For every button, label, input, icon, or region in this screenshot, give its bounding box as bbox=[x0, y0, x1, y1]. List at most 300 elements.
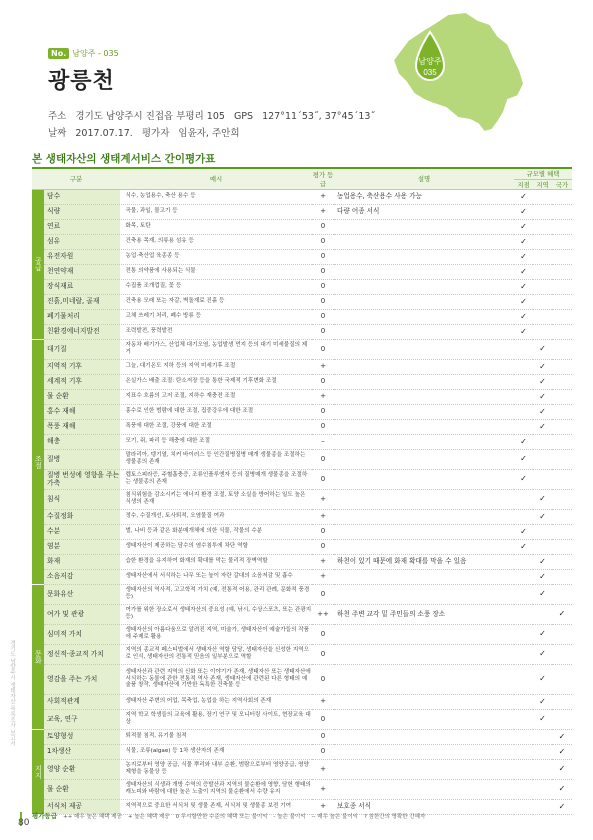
national-check bbox=[552, 419, 572, 434]
table-row bbox=[32, 624, 572, 644]
address-label: 주소 bbox=[48, 111, 67, 122]
example-cell: 화목, 토탄 bbox=[120, 219, 312, 234]
desc-cell bbox=[334, 264, 514, 279]
local-check bbox=[514, 779, 533, 799]
national-check bbox=[552, 489, 572, 509]
example-cell: 식물, 조류(algae) 등 1차 생산자의 존재 bbox=[120, 744, 312, 759]
example-cell: 침식위험을 감소시키는 에너지 환경 조절, 토양 소실을 방어하는 일도 높은 식생의 존재 bbox=[120, 489, 312, 509]
desc-cell: 다량 어종 서식 bbox=[334, 204, 514, 219]
local-check bbox=[514, 604, 533, 624]
national-check bbox=[552, 219, 572, 234]
desc-cell: 하천이 있기 때문에 화재 확대를 막을 수 있음 bbox=[334, 554, 514, 569]
grade-cell: 0 bbox=[312, 729, 334, 744]
grade-cell: 0 bbox=[312, 249, 334, 264]
example-cell: 식수, 농업용수, 축산 용수 등 bbox=[120, 189, 312, 204]
site-badge bbox=[48, 46, 119, 60]
regional-check bbox=[533, 324, 552, 339]
service-cell: 수분 bbox=[44, 524, 120, 539]
local-check: ✓ bbox=[514, 249, 533, 264]
regional-check bbox=[533, 524, 552, 539]
grade-cell: 0 bbox=[312, 219, 334, 234]
local-check bbox=[514, 744, 533, 759]
service-cell: 홍수 재해 bbox=[44, 404, 120, 419]
desc-cell bbox=[334, 249, 514, 264]
grade-cell: 0 bbox=[312, 294, 334, 309]
example-cell: 습한 환경을 유지하여 화재의 확대를 막는 물리적 장벽역할 bbox=[120, 554, 312, 569]
regional-check: ✓ bbox=[533, 664, 552, 694]
national-check bbox=[552, 664, 572, 694]
legend-item: - 높은 불이익 bbox=[273, 813, 306, 820]
table-row bbox=[32, 489, 572, 509]
table-row bbox=[32, 419, 572, 434]
local-check bbox=[514, 709, 533, 729]
service-cell: 식량 bbox=[44, 204, 120, 219]
national-check: ✓ bbox=[552, 759, 572, 779]
date-value: 2017.07.17. bbox=[75, 128, 133, 139]
table-row bbox=[32, 264, 572, 279]
grade-cell: + bbox=[312, 509, 334, 524]
regional-check: ✓ bbox=[533, 644, 552, 664]
example-cell: 농업·축산업 육종종 등 bbox=[120, 249, 312, 264]
local-check bbox=[514, 584, 533, 604]
regional-check: ✓ bbox=[533, 374, 552, 389]
table-row bbox=[32, 434, 572, 449]
regional-check bbox=[533, 219, 552, 234]
desc-cell bbox=[334, 709, 514, 729]
desc-cell bbox=[334, 524, 514, 539]
table-row bbox=[32, 449, 572, 469]
grade-cell: + bbox=[312, 554, 334, 569]
grade-cell: + bbox=[312, 779, 334, 799]
example-cell: 그늘, 대기온도 지하 등의 지역 미세기후 조절 bbox=[120, 359, 312, 374]
grade-cell: + bbox=[312, 799, 334, 814]
local-check bbox=[514, 359, 533, 374]
grade-cell: 0 bbox=[312, 264, 334, 279]
national-check bbox=[552, 389, 572, 404]
desc-cell bbox=[334, 294, 514, 309]
grade-cell: 0 bbox=[312, 584, 334, 604]
desc-cell bbox=[334, 404, 514, 419]
national-check bbox=[552, 339, 572, 359]
service-cell: 물 순환 bbox=[44, 779, 120, 799]
service-cell: 문화유산 bbox=[44, 584, 120, 604]
grade-cell: + bbox=[312, 359, 334, 374]
ecosystem-service-table bbox=[32, 169, 572, 815]
example-cell: 수집품 조개껍질, 꽃 등 bbox=[120, 279, 312, 294]
service-cell: 폐기물처리 bbox=[44, 309, 120, 324]
grade-cell: + bbox=[312, 489, 334, 509]
desc-cell: 보호종 서식 bbox=[334, 799, 514, 814]
national-check bbox=[552, 584, 572, 604]
regional-check bbox=[533, 294, 552, 309]
service-cell: 염분 bbox=[44, 539, 120, 554]
regional-check bbox=[533, 729, 552, 744]
national-check: ✓ bbox=[552, 744, 572, 759]
service-cell: 영양 순환 bbox=[44, 759, 120, 779]
table-row bbox=[32, 279, 572, 294]
map-label-2: 035 bbox=[423, 68, 437, 77]
service-cell: 침식 bbox=[44, 489, 120, 509]
desc-cell bbox=[334, 759, 514, 779]
service-cell: 천연약재 bbox=[44, 264, 120, 279]
desc-cell bbox=[334, 694, 514, 709]
local-check bbox=[514, 419, 533, 434]
table-row bbox=[32, 324, 572, 339]
grade-cell: 0 bbox=[312, 709, 334, 729]
local-check: ✓ bbox=[514, 219, 533, 234]
service-cell: 폭풍 재해 bbox=[44, 419, 120, 434]
local-check: ✓ bbox=[514, 264, 533, 279]
grade-cell: + bbox=[312, 694, 334, 709]
desc-cell bbox=[334, 584, 514, 604]
local-check bbox=[514, 339, 533, 359]
example-cell: 생태자산 주변의 어업, 목축업, 농업을 하는 지역사회의 존재 bbox=[120, 694, 312, 709]
table-row bbox=[32, 249, 572, 264]
example-cell: 조력발전, 풍력발전 bbox=[120, 324, 312, 339]
service-cell: 연료 bbox=[44, 219, 120, 234]
table-row bbox=[32, 374, 572, 389]
example-cell: 지역의 종교적 페스티벌에서 생태자산 역할 담당, 생태자산을 신성한 지역으로 인식, 생태자산의 전통적 믿음의 일부분으로 역할 bbox=[120, 644, 312, 664]
national-check bbox=[552, 189, 572, 204]
example-cell: 지표수 흐름의 고저 조절, 지하수 재충전 조절 bbox=[120, 389, 312, 404]
desc-cell bbox=[334, 389, 514, 404]
local-check bbox=[514, 404, 533, 419]
national-check: ✓ bbox=[552, 604, 572, 624]
national-check bbox=[552, 509, 572, 524]
region-shape bbox=[393, 12, 524, 132]
regional-check bbox=[533, 434, 552, 449]
regional-check bbox=[533, 309, 552, 324]
table-row bbox=[32, 664, 572, 694]
grade-cell: + bbox=[312, 189, 334, 204]
gps-label: GPS bbox=[233, 111, 254, 122]
side-running-text: 경기도 남양주시 생태자산 목록조사 보고서 bbox=[9, 640, 15, 746]
regional-check bbox=[533, 744, 552, 759]
badge-no: No. bbox=[48, 48, 69, 59]
national-check bbox=[552, 709, 572, 729]
table-row bbox=[32, 234, 572, 249]
local-check: ✓ bbox=[514, 449, 533, 469]
example-cell: 퇴적물 침적, 유기물 침적 bbox=[120, 729, 312, 744]
legend-label: 평가등급 bbox=[32, 812, 58, 820]
national-check bbox=[552, 264, 572, 279]
date-line bbox=[48, 125, 246, 139]
regional-check bbox=[533, 539, 552, 554]
desc-cell bbox=[334, 469, 514, 489]
local-check bbox=[514, 664, 533, 694]
grade-cell: – bbox=[312, 434, 334, 449]
service-cell: 대기질 bbox=[44, 339, 120, 359]
desc-cell bbox=[334, 624, 514, 644]
header-scale: 규모별 혜택 bbox=[514, 169, 572, 179]
national-check bbox=[552, 434, 572, 449]
national-check bbox=[552, 204, 572, 219]
national-check: ✓ bbox=[552, 799, 572, 814]
regional-check: ✓ bbox=[533, 339, 552, 359]
national-check bbox=[552, 324, 572, 339]
legend-item: ? 침한간의 명확한 간혜자 bbox=[363, 813, 426, 820]
grade-cell: + bbox=[312, 389, 334, 404]
legend-item: + 높은 혜택 제공 bbox=[127, 813, 170, 820]
example-cell: 모기, 쥐, 파리 등 해충에 대한 조절 bbox=[120, 434, 312, 449]
local-check bbox=[514, 759, 533, 779]
table-row bbox=[32, 539, 572, 554]
grade-cell: 0 bbox=[312, 624, 334, 644]
local-check bbox=[514, 374, 533, 389]
header-category: 구분 bbox=[32, 169, 120, 189]
service-cell: 정신적·종교적 가치 bbox=[44, 644, 120, 664]
regional-check bbox=[533, 204, 552, 219]
local-check bbox=[514, 554, 533, 569]
legend-item: 0 무시할만한 수준의 혜택 또는 불이익 bbox=[175, 813, 268, 820]
regional-check: ✓ bbox=[533, 419, 552, 434]
example-cell: 여가를 위한 장소로서 생태자산의 중요성 (예, 낚시, 수상스포츠, 또는 관광지 등) bbox=[120, 604, 312, 624]
table-row bbox=[32, 189, 572, 204]
example-cell: 폭풍에 대한 조절, 강풍에 대한 조절 bbox=[120, 419, 312, 434]
local-check: ✓ bbox=[514, 204, 533, 219]
national-check bbox=[552, 359, 572, 374]
service-cell: 토양형성 bbox=[44, 729, 120, 744]
grade-cell: 0 bbox=[312, 324, 334, 339]
service-cell: 소음저감 bbox=[44, 569, 120, 584]
regional-check bbox=[533, 449, 552, 469]
local-check bbox=[514, 729, 533, 744]
example-cell: 벌, 나비 등과 같은 화분매개체에 의한 식물, 작물의 수분 bbox=[120, 524, 312, 539]
service-cell: 교육, 연구 bbox=[44, 709, 120, 729]
national-check: ✓ bbox=[552, 729, 572, 744]
local-check bbox=[514, 569, 533, 584]
regional-check bbox=[533, 279, 552, 294]
table-row bbox=[32, 569, 572, 584]
table-row bbox=[32, 779, 572, 799]
category-supporting: 지지 bbox=[32, 729, 44, 814]
service-cell: 심미적 가치 bbox=[44, 624, 120, 644]
local-check: ✓ bbox=[514, 524, 533, 539]
national-check bbox=[552, 309, 572, 324]
example-cell: 렙토스피라증, 주혈흡충증, 조류인플루엔자 등의 질병매개 생물종을 조절하는 생물종의 존재 bbox=[120, 469, 312, 489]
service-cell: 장식재료 bbox=[44, 279, 120, 294]
desc-cell bbox=[334, 779, 514, 799]
table-row bbox=[32, 469, 572, 489]
grade-cell: 0 bbox=[312, 644, 334, 664]
example-cell: 생태자산에서 서식하는 나무 또는 높이 자란 갈대의 소음저감 및 흡수 bbox=[120, 569, 312, 584]
table-row bbox=[32, 339, 572, 359]
table-row bbox=[32, 709, 572, 729]
service-cell: 질병 번성에 영향을 주는 가축 bbox=[44, 469, 120, 489]
table-header-row-1 bbox=[32, 169, 572, 179]
page-title: 광릉천 bbox=[48, 69, 115, 94]
category-provisioning: 공급 bbox=[32, 189, 44, 339]
national-check bbox=[552, 644, 572, 664]
example-cell: 생태자산의 아름다움으로 알려진 지역, 미술가, 생태자산이 예술가들의 작품에 주제로 활용 bbox=[120, 624, 312, 644]
local-check: ✓ bbox=[514, 309, 533, 324]
grade-legend bbox=[32, 811, 572, 820]
desc-cell bbox=[334, 644, 514, 664]
service-cell: 세계적 기후 bbox=[44, 374, 120, 389]
table-row bbox=[32, 509, 572, 524]
service-cell: 1차생산 bbox=[44, 744, 120, 759]
desc-cell bbox=[334, 509, 514, 524]
example-cell: 생태자산이 제공하는 담수의 염수침투에 차단 역할 bbox=[120, 539, 312, 554]
service-cell: 수질정화 bbox=[44, 509, 120, 524]
service-cell: 친환경에너지발전 bbox=[44, 324, 120, 339]
local-check bbox=[514, 624, 533, 644]
grade-cell: + bbox=[312, 204, 334, 219]
desc-cell bbox=[334, 489, 514, 509]
regional-check bbox=[533, 469, 552, 489]
legend-item: -- 매우 높은 불이익 bbox=[311, 813, 358, 820]
desc-cell bbox=[334, 569, 514, 584]
regional-check: ✓ bbox=[533, 389, 552, 404]
example-cell: 전통 의약품에 사용되는 식물 bbox=[120, 264, 312, 279]
regional-check: ✓ bbox=[533, 569, 552, 584]
grade-cell: 0 bbox=[312, 419, 334, 434]
example-cell: 생태자산과 관련 지역의 신화 또는 이야기가 존재, 생태자산 또는 생태자산에 서식하는 동물에 관한 전통적 역사 존재, 생태자산에 관련된 다른 형태의 예술품 창작, 생태자산에 기반한 독특한 건축물 등 bbox=[120, 664, 312, 694]
service-cell: 여가 및 관광 bbox=[44, 604, 120, 624]
service-cell: 화재 bbox=[44, 554, 120, 569]
national-check bbox=[552, 554, 572, 569]
desc-cell bbox=[334, 449, 514, 469]
address-line bbox=[48, 108, 381, 122]
grade-cell: 0 bbox=[312, 449, 334, 469]
example-cell: 건축용 목재, 의류용 섬유 등 bbox=[120, 234, 312, 249]
national-check bbox=[552, 294, 572, 309]
grade-cell: + bbox=[312, 759, 334, 779]
example-cell: 지역 학교 학생들의 교육에 활용, 장기 연구 및 모니터링 사이트, 현장교육 대상 bbox=[120, 709, 312, 729]
regional-check: ✓ bbox=[533, 694, 552, 709]
date-label: 날짜 bbox=[48, 128, 67, 139]
evaluator-value: 임윤자, 주안희 bbox=[178, 128, 240, 139]
service-cell: 영감을 주는 가치 bbox=[44, 664, 120, 694]
table-row bbox=[32, 729, 572, 744]
example-cell: 건축용 모래 또는 자갈, 벽돌재료 진흙 등 bbox=[120, 294, 312, 309]
desc-cell bbox=[334, 279, 514, 294]
desc-cell bbox=[334, 309, 514, 324]
grade-cell: 0 bbox=[312, 339, 334, 359]
service-cell: 물 순환 bbox=[44, 389, 120, 404]
example-cell: 온실가스 배출 조절: 탄소저장 등을 통한 국제적 기후변화 조절 bbox=[120, 374, 312, 389]
example-cell: 고체 쓰레기 처리, 폐수 방류 등 bbox=[120, 309, 312, 324]
desc-cell bbox=[334, 219, 514, 234]
national-check bbox=[552, 234, 572, 249]
national-check bbox=[552, 279, 572, 294]
regional-check: ✓ bbox=[533, 624, 552, 644]
national-check: ✓ bbox=[552, 779, 572, 799]
example-cell: 생태자산의 식생과 개방 수역의 증발산과 지역의 물순환에 영향, 담헌 형태의 캐노피와 바람에 대한 높은 노출이 지역의 물순환에서 수량 유지 bbox=[120, 779, 312, 799]
national-check bbox=[552, 539, 572, 554]
local-check: ✓ bbox=[514, 324, 533, 339]
badge-text: 남양주 - 035 bbox=[72, 48, 119, 58]
table-row bbox=[32, 219, 572, 234]
regional-check: ✓ bbox=[533, 584, 552, 604]
category-cultural: 문화 bbox=[32, 584, 44, 729]
service-cell: 질병 bbox=[44, 449, 120, 469]
desc-cell bbox=[334, 339, 514, 359]
grade-cell: 0 bbox=[312, 539, 334, 554]
grade-cell: 0 bbox=[312, 279, 334, 294]
regional-check: ✓ bbox=[533, 709, 552, 729]
example-cell: 곡물, 과일, 물고기 등 bbox=[120, 204, 312, 219]
table-row bbox=[32, 644, 572, 664]
grade-cell: 0 bbox=[312, 309, 334, 324]
table-row bbox=[32, 359, 572, 374]
regional-check: ✓ bbox=[533, 359, 552, 374]
table-row bbox=[32, 744, 572, 759]
desc-cell bbox=[334, 234, 514, 249]
legend-item: ++ 매우 높은 혜택 제공 bbox=[63, 813, 122, 820]
header-regional: 지역 bbox=[533, 179, 552, 189]
desc-cell bbox=[334, 664, 514, 694]
grade-cell: 0 bbox=[312, 664, 334, 694]
example-cell: 농지로부터 영양 공급, 식물 뿌리와 내부 순환, 범람으로부터 영양공급, 영양 제형을 동물상 등 bbox=[120, 759, 312, 779]
table-row bbox=[32, 604, 572, 624]
section-title: 본 생태자산의 생태계서비스 간이평가표 bbox=[32, 153, 216, 165]
national-check bbox=[552, 404, 572, 419]
table-row bbox=[32, 554, 572, 569]
local-check bbox=[514, 389, 533, 404]
header-example: 예시 bbox=[120, 169, 312, 189]
region-map-icon bbox=[348, 0, 548, 160]
local-check: ✓ bbox=[514, 434, 533, 449]
desc-cell bbox=[334, 324, 514, 339]
table-row bbox=[32, 404, 572, 419]
category-regulating: 조절 bbox=[32, 339, 44, 584]
local-check: ✓ bbox=[514, 539, 533, 554]
example-cell: 정수, 수질개선, 토사퇴적, 오염물질 여과 bbox=[120, 509, 312, 524]
header-grade: 평가 등급 bbox=[312, 170, 334, 188]
service-cell: 섬유 bbox=[44, 234, 120, 249]
header-desc: 설명 bbox=[334, 169, 514, 189]
service-cell: 해충 bbox=[44, 434, 120, 449]
grade-cell: 0 bbox=[312, 234, 334, 249]
desc-cell: 농업용수, 축산용수 사용 가능 bbox=[334, 189, 514, 204]
regional-check bbox=[533, 264, 552, 279]
regional-check bbox=[533, 779, 552, 799]
desc-cell bbox=[334, 729, 514, 744]
grade-cell: 0 bbox=[312, 404, 334, 419]
regional-check: ✓ bbox=[533, 489, 552, 509]
grade-cell: + bbox=[312, 569, 334, 584]
table-row bbox=[32, 204, 572, 219]
local-check bbox=[514, 509, 533, 524]
regional-check bbox=[533, 604, 552, 624]
evaluator-label: 평가자 bbox=[141, 128, 170, 139]
example-cell: 말라리아, 뎅기열, 치커 바이러스 등 인간질병질병 매개 생물종을 조절하는 생물종의 존재 bbox=[120, 449, 312, 469]
local-check: ✓ bbox=[514, 279, 533, 294]
desc-cell bbox=[334, 744, 514, 759]
national-check bbox=[552, 569, 572, 584]
table-row bbox=[32, 309, 572, 324]
table-row bbox=[32, 759, 572, 779]
local-check: ✓ bbox=[514, 294, 533, 309]
local-check bbox=[514, 694, 533, 709]
national-check bbox=[552, 694, 572, 709]
grade-cell: 0 bbox=[312, 374, 334, 389]
desc-cell: 하천 주변 교각 밑 주민들의 소풍 장소 bbox=[334, 604, 514, 624]
local-check bbox=[514, 489, 533, 509]
regional-check bbox=[533, 759, 552, 779]
grade-cell: 0 bbox=[312, 744, 334, 759]
header-national: 국가 bbox=[552, 179, 572, 189]
address-value: 경기도 남양주시 진접읍 부평리 105 bbox=[75, 111, 225, 122]
desc-cell bbox=[334, 539, 514, 554]
national-check bbox=[552, 374, 572, 389]
grade-cell: 0 bbox=[312, 469, 334, 489]
example-cell: 생태자산의 역사적, 고고학적 가치 (예, 전통적 어용, 관리 관례, 문화적 풍경 등) bbox=[120, 584, 312, 604]
grade-cell: 0 bbox=[312, 524, 334, 539]
national-check bbox=[552, 449, 572, 469]
table-body bbox=[32, 189, 572, 814]
